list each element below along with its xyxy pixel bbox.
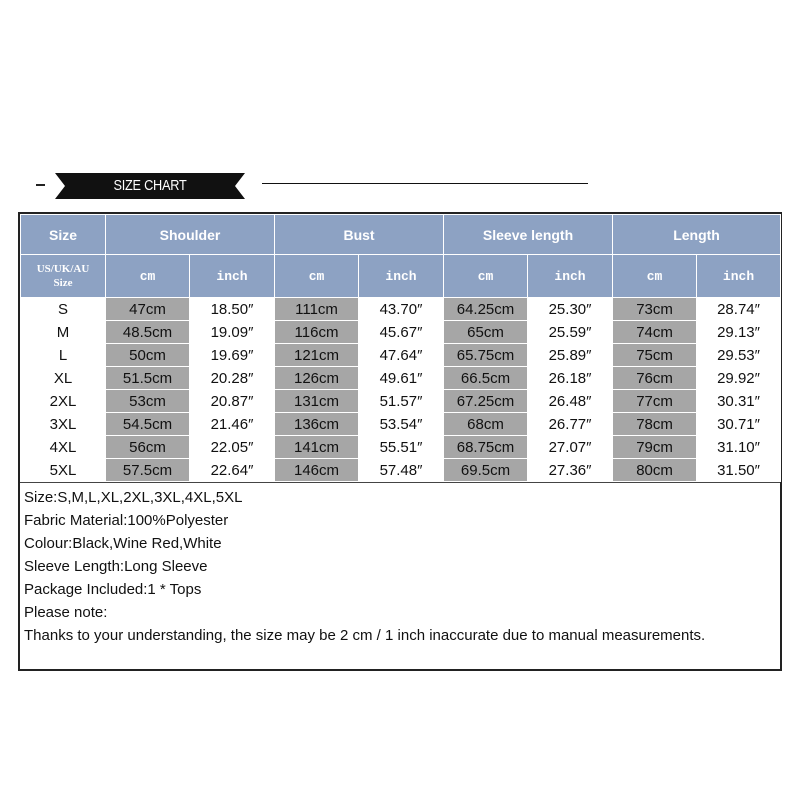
length-cm-cell: 77cm [613,390,697,413]
size-table-body [21,298,781,482]
size-region-line2: Size [53,277,73,289]
sleeve-inch-cell: 25.30″ [528,298,613,321]
note-please-note: Please note: [24,604,108,621]
shoulder-cm-cell: 57.5cm [106,459,190,482]
bust-cm-cell: 116cm [275,321,359,344]
length-cm-cell: 75cm [613,344,697,367]
note-package: Package Included:1 * Tops [24,581,202,598]
bust-inch-cell: 57.48″ [359,459,444,482]
unit-cm-header: cm [275,255,359,298]
table-row [21,436,781,459]
sleeve-inch-cell: 27.07″ [528,436,613,459]
sleeve-cm-cell: 69.5cm [444,459,528,482]
size-cell: 2XL [21,390,106,413]
shoulder-cm-cell: 51.5cm [106,367,190,390]
shoulder-cm-cell: 54.5cm [106,413,190,436]
length-cm-cell: 76cm [613,367,697,390]
shoulder-cm-cell: 47cm [106,298,190,321]
shoulder-inch-cell: 21.46″ [190,413,275,436]
bust-inch-cell: 51.57″ [359,390,444,413]
bust-inch-cell: 43.70″ [359,298,444,321]
unit-cm-header: cm [444,255,528,298]
size-region-header [21,255,106,298]
note-colour: Colour:Black,Wine Red,White [24,535,222,552]
header-row-groups [21,215,781,255]
table-row [21,298,781,321]
shoulder-inch-cell: 20.28″ [190,367,275,390]
bust-cm-cell: 126cm [275,367,359,390]
shoulder-cm-cell: 53cm [106,390,190,413]
note-fabric: Fabric Material:100%Polyester [24,512,229,529]
size-chart [18,212,782,671]
product-notes [20,482,780,669]
shoulder-inch-cell: 18.50″ [190,298,275,321]
table-row [21,367,781,390]
table-row [21,413,781,436]
table-row [21,390,781,413]
sleeve-inch-cell: 27.36″ [528,459,613,482]
size-cell: XL [21,367,106,390]
length-inch-cell: 29.92″ [697,367,781,390]
size-region-line1: US/UK/AU [36,263,90,275]
note-disclaimer: Thanks to your understanding, the size may be 2 cm / 1 inch inaccurate due to manual measurements. [24,627,706,644]
shoulder-inch-cell: 22.05″ [190,436,275,459]
bust-inch-cell: 47.64″ [359,344,444,367]
shoulder-cm-cell: 50cm [106,344,190,367]
sleeve-length-header: Sleeve length [444,215,613,255]
note-sizes: Size:S,M,L,XL,2XL,3XL,4XL,5XL [24,489,243,506]
length-inch-cell: 29.13″ [697,321,781,344]
banner-left-dash [36,184,45,186]
shoulder-inch-cell: 20.87″ [190,390,275,413]
size-cell: S [21,298,106,321]
unit-inch-header: inch [528,255,613,298]
banner-rule [262,183,588,184]
length-cm-cell: 80cm [613,459,697,482]
length-cm-cell: 73cm [613,298,697,321]
sleeve-inch-cell: 25.59″ [528,321,613,344]
sleeve-cm-cell: 64.25cm [444,298,528,321]
unit-inch-header: inch [359,255,444,298]
size-cell: 3XL [21,413,106,436]
sleeve-inch-cell: 26.18″ [528,367,613,390]
size-cell: L [21,344,106,367]
table-row [21,321,781,344]
length-inch-cell: 28.74″ [697,298,781,321]
bust-cm-cell: 136cm [275,413,359,436]
size-cell: 5XL [21,459,106,482]
sleeve-cm-cell: 65.75cm [444,344,528,367]
length-inch-cell: 31.50″ [697,459,781,482]
shoulder-inch-cell: 19.69″ [190,344,275,367]
length-header: Length [613,215,781,255]
sleeve-inch-cell: 26.48″ [528,390,613,413]
size-table [20,214,781,482]
size-chart-banner [0,160,800,210]
bust-cm-cell: 141cm [275,436,359,459]
bust-inch-cell: 53.54″ [359,413,444,436]
length-inch-cell: 30.31″ [697,390,781,413]
table-row [21,344,781,367]
shoulder-cm-cell: 56cm [106,436,190,459]
length-cm-cell: 79cm [613,436,697,459]
length-inch-cell: 31.10″ [697,436,781,459]
unit-inch-header: inch [697,255,781,298]
banner-tag [55,173,245,199]
shoulder-inch-cell: 22.64″ [190,459,275,482]
bust-inch-cell: 49.61″ [359,367,444,390]
banner-title: SIZE CHART [113,177,187,194]
sleeve-cm-cell: 68cm [444,413,528,436]
size-header: Size [21,215,106,255]
unit-inch-header: inch [190,255,275,298]
sleeve-cm-cell: 66.5cm [444,367,528,390]
size-cell: 4XL [21,436,106,459]
length-cm-cell: 74cm [613,321,697,344]
shoulder-inch-cell: 19.09″ [190,321,275,344]
bust-inch-cell: 45.67″ [359,321,444,344]
bust-cm-cell: 111cm [275,298,359,321]
unit-cm-header: cm [106,255,190,298]
shoulder-header: Shoulder [106,215,275,255]
length-inch-cell: 30.71″ [697,413,781,436]
shoulder-cm-cell: 48.5cm [106,321,190,344]
bust-inch-cell: 55.51″ [359,436,444,459]
sleeve-cm-cell: 65cm [444,321,528,344]
length-inch-cell: 29.53″ [697,344,781,367]
bust-cm-cell: 131cm [275,390,359,413]
bust-cm-cell: 146cm [275,459,359,482]
header-row-units [21,255,781,298]
sleeve-cm-cell: 68.75cm [444,436,528,459]
table-row [21,459,781,482]
length-cm-cell: 78cm [613,413,697,436]
size-cell: M [21,321,106,344]
sleeve-inch-cell: 26.77″ [528,413,613,436]
bust-cm-cell: 121cm [275,344,359,367]
bust-header: Bust [275,215,444,255]
sleeve-inch-cell: 25.89″ [528,344,613,367]
unit-cm-header: cm [613,255,697,298]
sleeve-cm-cell: 67.25cm [444,390,528,413]
note-sleeve: Sleeve Length:Long Sleeve [24,558,208,575]
